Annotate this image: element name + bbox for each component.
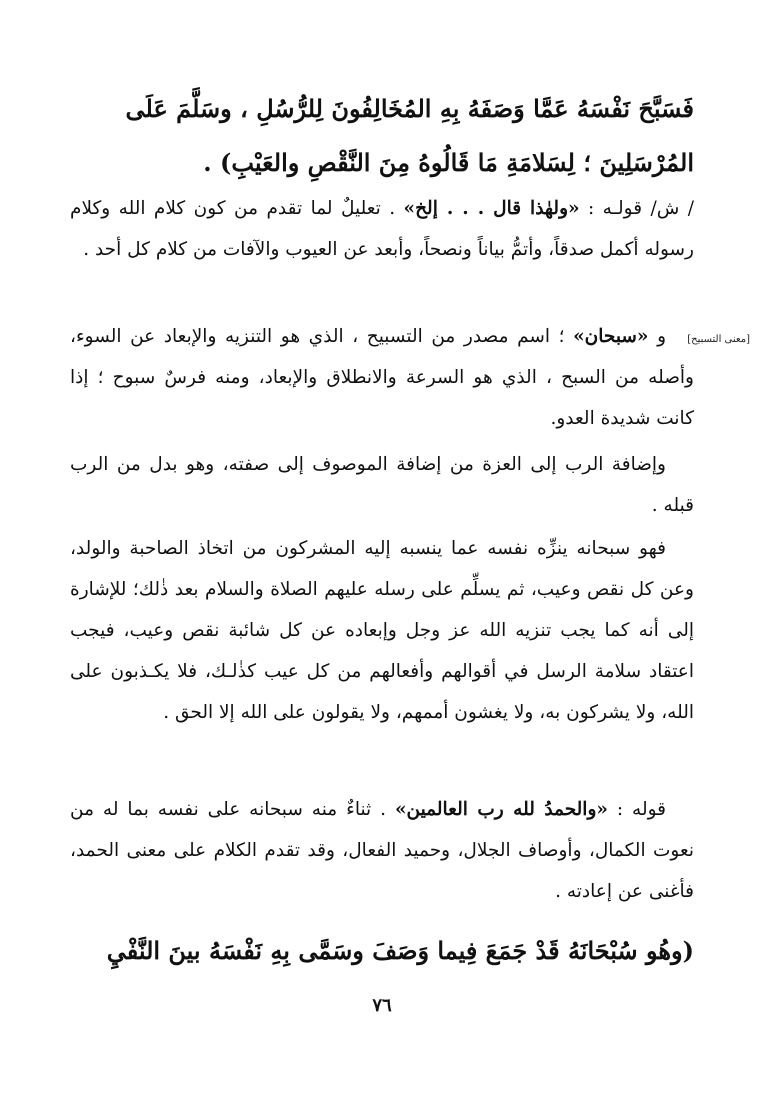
verse-bottom: (وهُو سُبْحَانَهُ قَدْ جَمَعَ فِيما وَصَفَ وسَمَّى بِهِ نَفْسَهُ بينَ النَّفْيِ — [106, 936, 694, 965]
verse-line-2: المُرْسَلِينَ ؛ لِسَلامَةِ مَا قَالُوهُ مِنَ النَّقْصِ والعَيْبِ) . — [203, 148, 694, 177]
commentary-paragraph-3: وإضافة الرب إلى العزة من إضافة الموصوف إلى صفته، وهو بدل من الرب قبله . — [70, 454, 694, 516]
commentary-paragraph-5 — [70, 789, 694, 912]
verse-line-1: فَسَبَّحَ نَفْسَهُ عَمَّا وَصَفَهُ بِهِ المُخَالِفُونَ لِلرُّسُلِ ، وسَلَّمَ عَلَى — [125, 94, 694, 123]
commentary-text: . تعليلٌ لما تقدم من كون كلام الله وكلام رسوله أكمل صدقاً، وأتمُّ بياناً ونصحاً، وأبعد عن العيوب والآفات من كلام كل أحد . — [70, 198, 694, 260]
commentary-paragraph-2 — [70, 316, 694, 439]
commentary-text: ؛ اسم مصدر من التسبيح ، الذي هو التنزيه والإبعاد عن السوء، وأصله من السبح ، الذي هو السرعة والانطلاق والإبعاد، ومنه فرسٌ سبوح ؛ إذا كانت شديدة العدو. — [70, 326, 694, 429]
quoted-phrase: «ولهٰذا قال . . . إلخ» — [403, 198, 580, 219]
commentary-paragraph-4: فهو سبحانه ينزِّه نفسه عما ينسبه إليه المشركون من اتخاذ الصاحبة والولد، وعن كل نقص وعيب، ثم يسلِّم على رسله عليهم الصلاة والسلام بعد ذٰلك؛ للإشارة إلى أنه كما يجب تنزيه الله عز وجل وإبعاده عن كل شائبة نقص وعيب، فيجب اعتقاد سلامة الرسل في أقوالهم وأفعالهم من كل عيب كذٰلـك، فلا يكـذبون على الله، ولا يشركون به، ولا يغشون أممهم، ولا يقولون على الله إلا الحق . — [70, 538, 694, 723]
quoted-phrase: «والحمدُ لله رب العالمين» — [394, 799, 608, 820]
commentary-prefix: و — [657, 326, 666, 347]
commentary-prefix: قوله : — [616, 799, 667, 820]
margin-note: [معنى التسبيح] — [687, 334, 750, 345]
commentary-text: . ثناءٌ منه سبحانه على نفسه بما له من نعوت الكمال، وأوصاف الجلال، وحميد الفعال، وقد تقدم الكلام على معنى الحمد، فأغنى عن إعادته . — [70, 799, 694, 902]
commentary-prefix: / ش/ قولـه : — [588, 198, 694, 219]
verse-top — [70, 82, 694, 190]
page-number: ٧٦ — [372, 995, 392, 1016]
quoted-phrase: «سبحان» — [573, 326, 649, 347]
commentary-paragraph-1 — [70, 188, 694, 270]
